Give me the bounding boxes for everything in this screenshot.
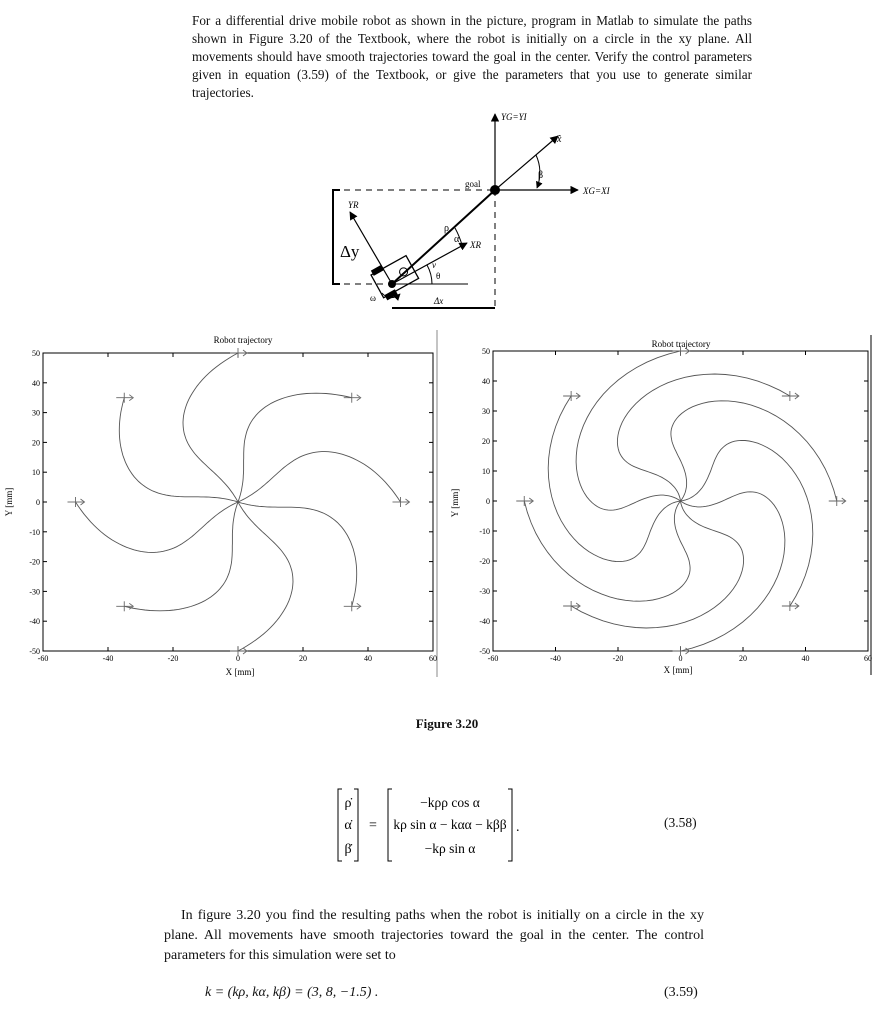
trajectory-plot-right: [438, 325, 894, 685]
y-tick-label: 0: [36, 498, 40, 507]
xhat-axis: [495, 136, 558, 190]
rhs-row-2: kρ sin α − kαα − kββ: [393, 817, 507, 832]
trajectory-line: [238, 502, 293, 651]
xhat-label: x̂: [557, 134, 562, 145]
alpha-label: α: [454, 234, 460, 245]
trajectory-line: [124, 502, 238, 611]
robot-center: [388, 280, 396, 288]
trajectory-line: [238, 393, 352, 502]
y-tick-label: 20: [32, 438, 40, 448]
y-tick-label: 40: [32, 378, 40, 388]
trajectory-line: [681, 492, 785, 651]
x-tick-label: -20: [167, 654, 179, 663]
xr-label: XR: [470, 240, 481, 250]
y-tick-label: 40: [482, 377, 490, 386]
y-tick-label: 30: [482, 407, 490, 416]
trajectory-line: [671, 401, 837, 501]
equation-number-3-59: (3.59): [664, 985, 698, 1000]
x-tick-label: -60: [487, 654, 499, 663]
theta-label: θ: [436, 271, 441, 281]
x-axis-label: X [mm]: [663, 665, 693, 675]
y-tick-label: 10: [32, 468, 40, 478]
y-axis-label: Y [mm]: [4, 487, 14, 517]
figure-caption: Figure 3.20: [415, 716, 479, 731]
dx-label: Δx: [434, 296, 444, 306]
y-tick-label: -30: [29, 587, 40, 597]
trajectory-line: [548, 396, 680, 562]
y-tick-label: 30: [32, 408, 40, 418]
trajectory-line: [576, 351, 680, 510]
trajectory-line: [681, 440, 813, 606]
explanation-paragraph: In figure 3.20 you find the resulting paths when the robot is initially on a circle in the xy plane. All movements have smooth trajectories toward the goal in the center. The control parameters for this simulation were set to: [164, 908, 704, 963]
y-tick-label: 50: [482, 347, 490, 356]
dy-label: Δy: [340, 242, 360, 261]
equation-3-58: [330, 785, 540, 865]
x-tick-label: 0: [678, 654, 683, 663]
trajectory-line: [617, 374, 790, 501]
equals-sign: =: [369, 818, 377, 833]
robot-body: [369, 252, 420, 301]
y-tick-label: -50: [29, 647, 40, 656]
y-tick-label: -40: [479, 617, 490, 626]
rho-label: ρ: [444, 223, 449, 234]
y-tick-label: -10: [29, 527, 40, 537]
y-tick-label: 50: [32, 349, 40, 358]
y-tick-label: -20: [29, 557, 40, 567]
trajectory-line: [238, 502, 357, 606]
y-tick-label: -40: [29, 617, 40, 627]
beta-label: β: [538, 170, 544, 181]
trajectory-line: [238, 452, 401, 502]
equation-number-3-58: (3.58): [664, 815, 697, 830]
plot-title: Robot trajectory: [651, 339, 711, 349]
rho-dot: ρ̇: [344, 796, 352, 811]
y-tick-label: 10: [482, 467, 490, 476]
trajectory-line: [571, 501, 744, 628]
x-tick-label: -20: [612, 654, 624, 663]
trajectory-line: [524, 501, 690, 601]
xg-label: XG=XI: [583, 186, 610, 196]
period: .: [516, 820, 520, 835]
y-tick-label: 0: [486, 497, 490, 506]
goal-point: [490, 185, 500, 195]
trajectory-line: [76, 502, 239, 552]
yr-label: YR: [348, 200, 359, 210]
trajectory-line: [119, 398, 238, 502]
y-tick-label: -50: [479, 647, 490, 656]
problem-statement: For a differential drive mobile robot as shown in the picture, program in Matlab to simulate the paths shown in Figure 3.20 of the Textbook, where the robot is initially on a circle in the xy plane. All movements should have smooth trajectories toward the goal in the center. Verify the control parameters given in equation (3.59) of the Textbook, or give the parameters that you use to generate similar trajectories.: [192, 13, 752, 100]
x-tick-label: -40: [550, 654, 561, 663]
rhs-row-3: −kρ sin α: [424, 841, 476, 856]
x-tick-label: 60: [429, 654, 437, 663]
x-tick-label: 40: [364, 654, 372, 663]
robot-diagram: [0, 0, 894, 320]
x-tick-label: 0: [236, 654, 240, 663]
x-axis-label: X [mm]: [225, 667, 255, 677]
omega-label: ω: [370, 293, 376, 303]
dy-bracket: [333, 190, 340, 284]
trajectory-plot-left: [0, 325, 438, 685]
y-tick-label: -20: [479, 557, 490, 566]
y-axis-label: Y [mm]: [450, 488, 460, 518]
rhs-row-1: −kρρ cos α: [420, 795, 480, 810]
trajectory-line: [183, 353, 238, 502]
goal-label: goal: [465, 179, 481, 189]
x-tick-label: 40: [801, 654, 810, 663]
alpha-dot: α̇: [344, 818, 352, 833]
x-tick-label: 60: [864, 654, 872, 663]
yg-label: YG=YI: [501, 112, 527, 122]
y-tick-label: -10: [479, 527, 490, 536]
equation-3-59: k = (kρ, kα, kβ) = (3, 8, −1.5) .: [205, 985, 379, 1000]
y-tick-label: 20: [482, 437, 490, 446]
x-tick-label: 20: [299, 654, 307, 663]
beta-dot: β̇: [344, 842, 352, 857]
x-tick-label: -40: [102, 654, 114, 663]
x-tick-label: 20: [739, 654, 747, 663]
y-tick-label: -30: [479, 587, 490, 596]
v-label: v: [432, 260, 436, 270]
plot-title: Robot trajectory: [213, 335, 273, 345]
x-tick-label: -60: [37, 654, 49, 663]
